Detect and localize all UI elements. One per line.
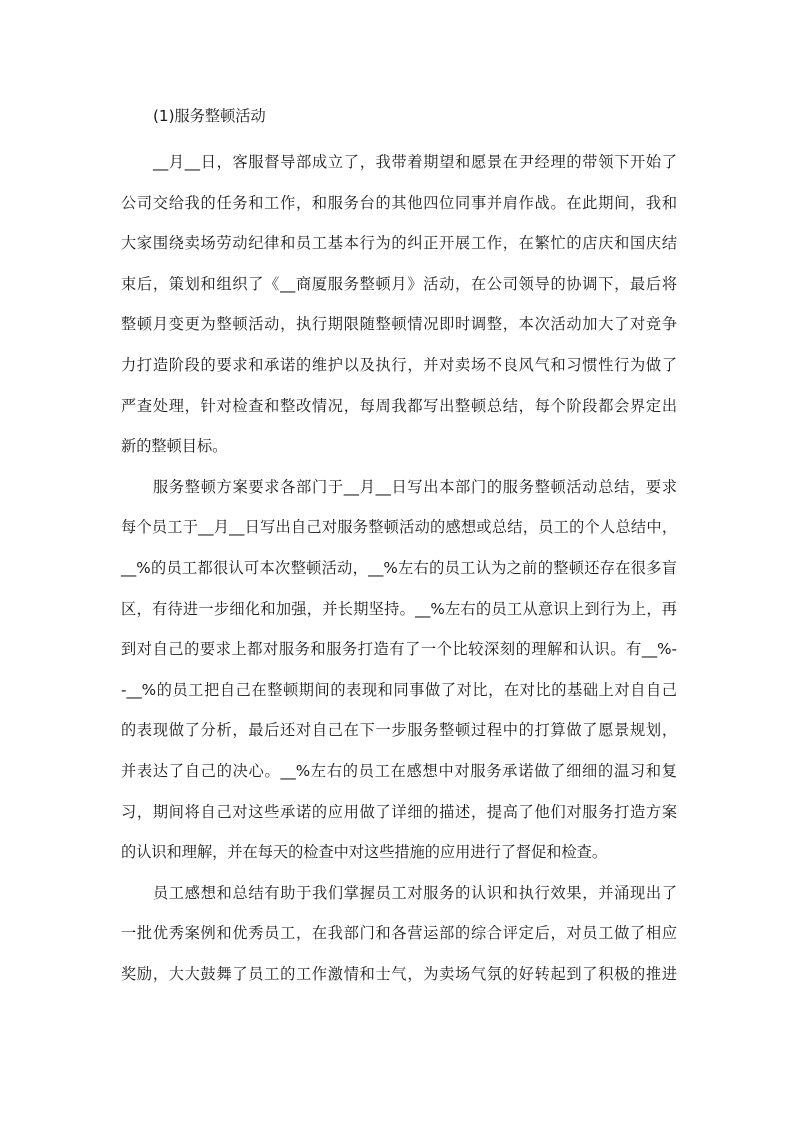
paragraph-line: 到对自己的要求上都对服务和服务打造有了一个比较深刻的理解和认识。有__%- xyxy=(121,640,677,659)
paragraph-line: 每个员工于__月__日写出自己对服务整顿活动的感想或总结，员工的个人总结中， xyxy=(121,518,677,537)
paragraph-line: -__%的员工把自己在整顿期间的表现和同事做了对比，在对比的基础上对自自己 xyxy=(121,680,677,699)
paragraph-line: 束后，策划和组织了《__商厦服务整顿月》活动，在公司领导的协调下，最后将 xyxy=(121,274,677,293)
paragraph-2 xyxy=(121,467,677,873)
paragraph-line: 并表达了自己的决心。__%左右的员工在感想中对服务承诺做了细细的温习和复 xyxy=(121,761,677,780)
paragraph-line: 大家围绕卖场劳动纪律和员工基本行为的纠正开展工作，在繁忙的店庆和国庆结 xyxy=(121,234,677,253)
paragraph-line: __月__日，客服督导部成立了，我带着期望和愿景在尹经理的带领下开始了 xyxy=(153,153,677,171)
paragraph-line: 力打造阶段的要求和承诺的维护以及执行，并对卖场不良风气和习惯性行为做了 xyxy=(121,355,677,374)
paragraph-line: 服务整顿方案要求各部门于__月__日写出本部门的服务整顿活动总结，要求 xyxy=(153,477,677,496)
paragraph-line: 整顿月变更为整顿活动，执行期限随整顿情况即时调整，本次活动加大了对竞争 xyxy=(121,315,677,334)
paragraph-line: 奖励，大大鼓舞了员工的工作激情和士气，为卖场气氛的好转起到了积极的推进 xyxy=(121,964,677,983)
paragraph-line: 的认识和理解，并在每天的检查中对这些措施的应用进行了督促和检查。 xyxy=(121,843,607,862)
paragraph-line: 一批优秀案例和优秀员工，在我部门和各营运部的综合评定后，对员工做了相应 xyxy=(121,924,677,943)
paragraph-1 xyxy=(121,142,677,467)
document-page xyxy=(121,101,677,994)
paragraph-line: 习，期间将自己对这些承诺的应用做了详细的描述，提高了他们对服务打造方案 xyxy=(121,802,677,821)
paragraph-3 xyxy=(121,873,677,995)
document-body xyxy=(121,142,677,994)
paragraph-line: 新的整顿目标。 xyxy=(121,437,228,456)
paragraph-line: __%的员工都很认可本次整顿活动，__%左右的员工认为之前的整顿还存在很多盲 xyxy=(121,558,677,577)
paragraph-line: 公司交给我的任务和工作，和服务台的其他四位同事并肩作战。在此期间，我和 xyxy=(121,193,677,212)
paragraph-line: 员工感想和总结有助于我们掌握员工对服务的认识和执行效果，并涌现出了 xyxy=(153,883,677,902)
paragraph-line: 严查处理，针对检查和整改情况，每周我都写出整顿总结，每个阶段都会界定出 xyxy=(121,396,677,415)
paragraph-line: 区，有待进一步细化和加强，并长期坚持。__%左右的员工从意识上到行为上，再 xyxy=(121,599,677,618)
paragraph-line: 的表现做了分析，最后还对自己在下一步服务整顿过程中的打算做了愿景规划， xyxy=(121,721,677,740)
section-heading: (1)服务整顿活动 xyxy=(153,107,266,125)
